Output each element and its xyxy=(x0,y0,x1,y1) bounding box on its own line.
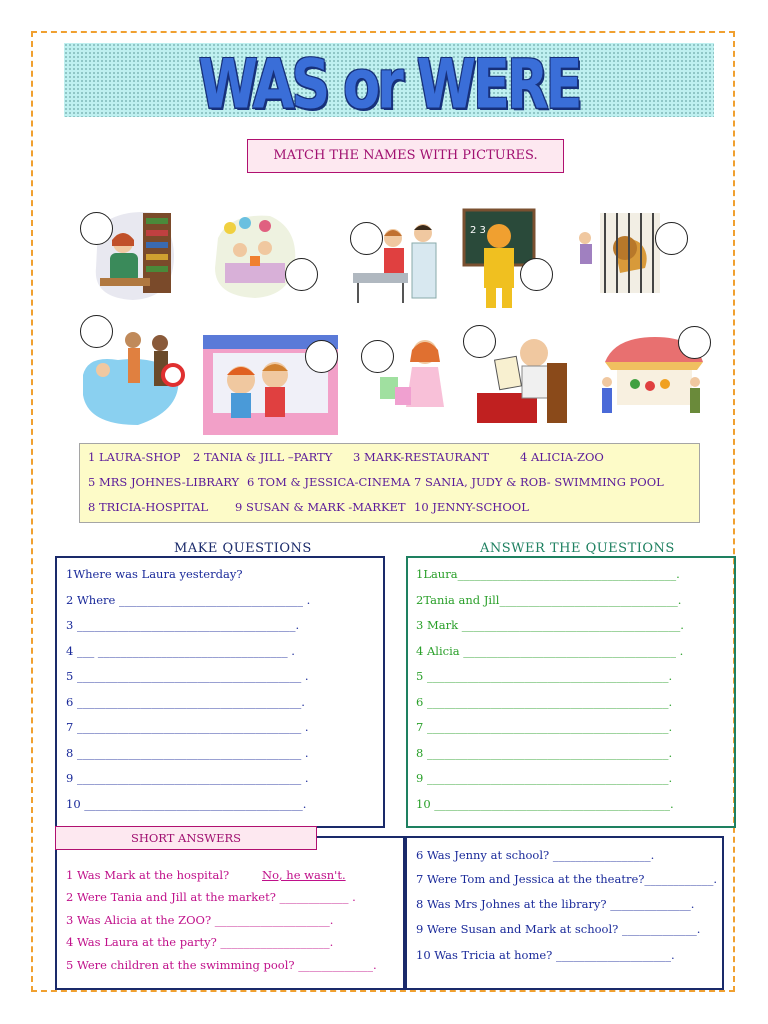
short-answer-question[interactable]: 5 Were children at the swimming pool? _____________. xyxy=(66,958,377,972)
answer-circle-3[interactable] xyxy=(350,222,383,255)
short-answer-question[interactable]: 2 Were Tania and Jill at the market? ____________ . xyxy=(66,890,356,904)
title-banner xyxy=(64,43,714,124)
name-item: 9 SUSAN & MARK -MARKET xyxy=(235,500,406,514)
answer-circle-1[interactable] xyxy=(80,212,113,245)
answer-circle-6[interactable] xyxy=(80,315,113,348)
answer-circle-5[interactable] xyxy=(655,222,688,255)
question-line[interactable]: 4 ___ _________________________________ . xyxy=(66,644,295,658)
answer-line[interactable]: 8 __________________________________________. xyxy=(416,746,673,760)
answer-line[interactable]: 5 __________________________________________. xyxy=(416,669,673,683)
names-list-box xyxy=(79,443,700,523)
question-line[interactable]: 5 _______________________________________ . xyxy=(66,669,309,683)
short-answer-question: 1 Was Mark at the hospital? xyxy=(66,868,230,882)
name-item: 2 TANIA & JILL –PARTY xyxy=(193,450,333,464)
question-line[interactable]: 10 ______________________________________. xyxy=(66,797,307,811)
question-line[interactable]: 3 ______________________________________. xyxy=(66,618,300,632)
question-line[interactable]: 7 _______________________________________ . xyxy=(66,720,309,734)
short-answer-question[interactable]: 8 Was Mrs Johnes at the library? ______________. xyxy=(416,897,695,911)
pictures-area xyxy=(70,200,720,440)
make-questions-heading: MAKE QUESTIONS xyxy=(168,541,318,556)
answer-circle-8[interactable] xyxy=(361,340,394,373)
answer-circle-10[interactable] xyxy=(678,326,711,359)
short-answers-box xyxy=(55,836,405,990)
answer-circle-4[interactable] xyxy=(520,258,553,291)
svg-text:2 3: 2 3 xyxy=(470,225,486,236)
short-answer-question[interactable]: 10 Was Tricia at home? ____________________. xyxy=(416,948,675,962)
short-answer-question[interactable]: 3 Was Alicia at the ZOO? ____________________. xyxy=(66,913,334,927)
short-answer-example: No, he wasn't. xyxy=(262,868,346,882)
name-item: 3 MARK-RESTAURANT xyxy=(353,450,490,464)
answer-line[interactable]: 3 Mark ______________________________________. xyxy=(416,618,684,632)
name-item: 5 MRS JOHNES-LIBRARY xyxy=(88,475,240,489)
name-item: 1 LAURA-SHOP xyxy=(88,450,181,464)
answer-circle-7[interactable] xyxy=(305,340,338,373)
party-picture-icon xyxy=(210,208,300,303)
question-line[interactable]: 8 _______________________________________ . xyxy=(66,746,309,760)
short-answer-question[interactable]: 4 Was Laura at the party? ___________________. xyxy=(66,935,334,949)
name-item: 8 TRICIA-HOSPITAL xyxy=(88,500,208,514)
zoo-picture-icon xyxy=(570,208,665,303)
short-answer-question[interactable]: 7 Were Tom and Jessica at the theatre?____________. xyxy=(416,872,718,886)
answer-line[interactable]: 4 Alicia _____________________________________ . xyxy=(416,644,684,658)
name-item: 7 SANIA, JUDY & ROB- SWIMMING POOL xyxy=(414,475,664,489)
answer-questions-heading: ANSWER THE QUESTIONS xyxy=(474,541,681,556)
answer-line[interactable]: 6 __________________________________________. xyxy=(416,695,673,709)
short-answers-heading: SHORT ANSWERS xyxy=(55,826,317,850)
question-line[interactable]: 6 _______________________________________. xyxy=(66,695,305,709)
short-answers-right-box xyxy=(405,836,724,990)
name-item: 10 JENNY-SCHOOL xyxy=(414,500,529,514)
name-item: 6 TOM & JESSICA-CINEMA xyxy=(247,475,411,489)
question-line[interactable]: 9 _______________________________________ . xyxy=(66,771,309,785)
answer-questions-box xyxy=(406,556,736,828)
question-line[interactable]: 2 Where ________________________________ . xyxy=(66,593,311,607)
instruction-box: MATCH THE NAMES WITH PICTURES. xyxy=(247,139,564,173)
make-questions-box xyxy=(55,556,385,828)
question-line: 1Where was Laura yesterday? xyxy=(66,567,243,581)
answer-line[interactable]: 9 __________________________________________. xyxy=(416,771,673,785)
answer-line[interactable]: 1Laura______________________________________. xyxy=(416,567,680,581)
answer-line[interactable]: 10 _________________________________________. xyxy=(416,797,674,811)
answer-circle-2[interactable] xyxy=(285,258,318,291)
answer-line[interactable]: 2Tania and Jill_______________________________. xyxy=(416,593,682,607)
answer-line[interactable]: 7 __________________________________________. xyxy=(416,720,673,734)
answer-circle-9[interactable] xyxy=(463,325,496,358)
name-item: 4 ALICIA-ZOO xyxy=(520,450,604,464)
worksheet-title: WAS or WERE xyxy=(198,45,580,124)
short-answer-question[interactable]: 9 Were Susan and Mark at school? _____________. xyxy=(416,922,701,936)
short-answer-question[interactable]: 6 Was Jenny at school? _________________. xyxy=(416,848,655,862)
